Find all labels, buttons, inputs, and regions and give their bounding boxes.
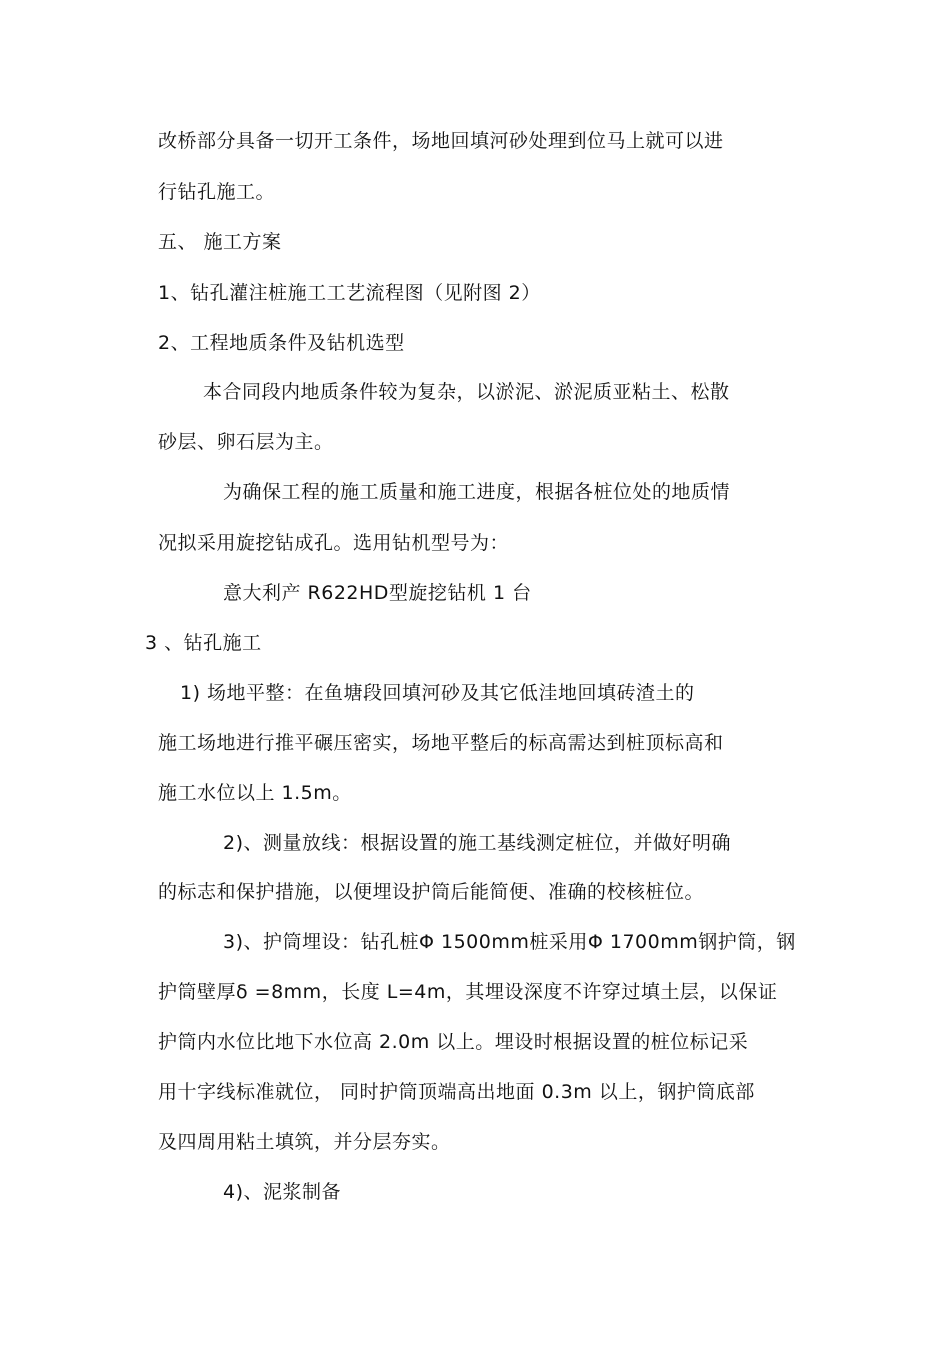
text-line: 砂层、卵石层为主。	[158, 431, 334, 453]
section-heading: 五、 施工方案	[158, 231, 282, 253]
text-line: 及四周用粘土填筑，并分层夯实。	[158, 1131, 451, 1153]
subsection-heading: 4)、泥浆制备	[223, 1181, 342, 1203]
text-line: 况拟采用旋挖钻成孔。选用钻机型号为：	[158, 532, 510, 554]
text-line: 改桥部分具备一切开工条件，场地回填河砂处理到位马上就可以进	[158, 130, 724, 152]
text-line: 施工场地进行推平碾压密实，场地平整后的标高需达到桩顶标高和	[158, 732, 724, 754]
subsection-heading: 3 、钻孔施工	[145, 632, 262, 654]
text-line: 意大利产 R622HD型旋挖钻机 1 台	[223, 582, 532, 604]
subsection-heading: 2、工程地质条件及钻机选型	[158, 332, 405, 354]
text-line: 3)、护筒埋设：钻孔桩Φ 1500mm桩采用Φ 1700mm钢护筒，钢	[223, 931, 796, 953]
text-line: 施工水位以上 1.5m。	[158, 782, 352, 804]
text-line: 的标志和保护措施，以便埋设护筒后能简便、准确的校核桩位。	[158, 881, 705, 903]
text-line: 用十字线标准就位， 同时护筒顶端高出地面 0.3m 以上，钢护筒底部	[158, 1081, 755, 1103]
text-line: 护筒壁厚δ =8mm，长度 L=4m，其埋设深度不许穿过填土层，以保证	[158, 981, 778, 1003]
text-line: 护筒内水位比地下水位高 2.0m 以上。埋设时根据设置的桩位标记采	[158, 1031, 749, 1053]
text-line: 行钻孔施工。	[158, 181, 276, 203]
text-line: 为确保工程的施工质量和施工进度，根据各桩位处的地质情	[223, 481, 731, 503]
text-line: 2)、测量放线：根据设置的施工基线测定桩位，并做好明确	[223, 832, 732, 854]
text-line: 1、钻孔灌注桩施工工艺流程图（见附图 2）	[158, 282, 541, 304]
text-line: 本合同段内地质条件较为复杂，以淤泥、淤泥质亚粘土、松散	[203, 381, 730, 403]
text-line: 1) 场地平整：在鱼塘段回填河砂及其它低洼地回填砖渣土的	[180, 682, 695, 704]
